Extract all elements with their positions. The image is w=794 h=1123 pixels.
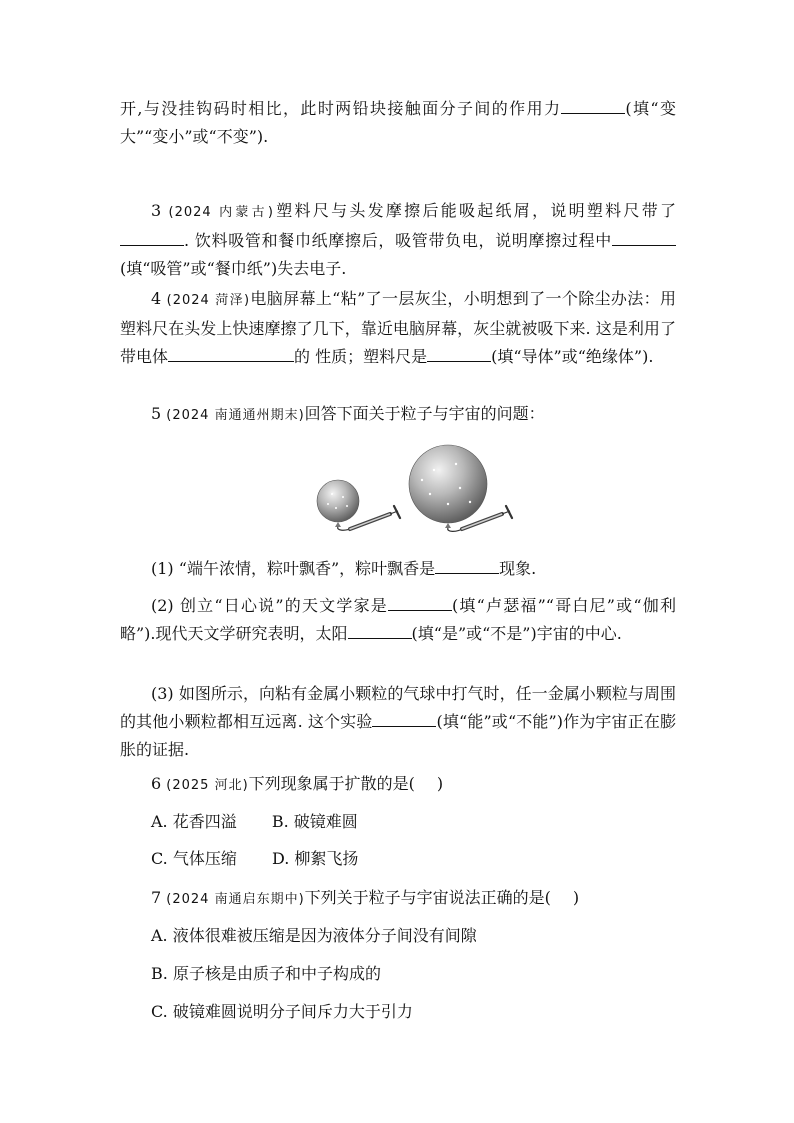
question-3 — [120, 197, 676, 283]
question-number: 6 — [151, 774, 162, 793]
question-number: 7 — [151, 888, 162, 907]
question-text: 开,与没挂钩码时相比，此时两铅块接触面分子间的作用力 — [120, 99, 562, 118]
question-text: “端午浓情，粽叶飘香”，粽叶飘香是 — [178, 559, 436, 578]
option-c[interactable]: C. 气体压缩 — [151, 849, 237, 868]
small-balloon — [317, 480, 359, 530]
sub-question-label: (3) — [151, 684, 174, 703]
answer-blank[interactable] — [612, 227, 676, 246]
question-5-part-1 — [120, 555, 676, 583]
option-b[interactable]: B. 破镜难圆 — [271, 812, 358, 831]
option-a[interactable] — [151, 922, 477, 950]
question-6-options-row-2 — [151, 845, 358, 873]
question-2-tail — [120, 95, 676, 151]
question-text: (填“变大”“变小”或“不变”). — [120, 99, 676, 146]
question-text: . 饮料吸管和餐巾纸摩擦后，吸管带负电，说明摩擦过程中 — [184, 231, 612, 250]
answer-blank[interactable] — [168, 343, 294, 362]
question-7 — [120, 884, 676, 914]
question-source: (2025 河北) — [166, 778, 249, 793]
question-text: 现象. — [499, 559, 537, 578]
question-text: 下列关于粒子与宇宙说法正确的是( — [304, 888, 551, 907]
question-text: ) — [572, 888, 580, 907]
sub-question-label: (2) — [151, 596, 174, 615]
question-6-options-row-1 — [151, 808, 358, 836]
question-text: 回答下面关于粒子与宇宙的问题： — [304, 404, 545, 423]
question-text: 创立“日心说”的天文学家是 — [179, 596, 388, 615]
option-text: 破镜难圆说明分子间斥力大于引力 — [172, 1002, 413, 1021]
question-5 — [120, 400, 676, 430]
question-text: (填“是”或“不是”)宇宙的中心. — [411, 624, 622, 643]
sub-question-label: (1) — [151, 559, 174, 578]
question-source: (2024 南通启东期中) — [166, 892, 305, 907]
option-d[interactable]: D. 柳絮飞扬 — [271, 849, 359, 868]
answer-blank[interactable] — [348, 620, 412, 639]
question-source: (2024 南通通州期末) — [166, 408, 305, 423]
question-text: (填“导体”或“绝缘体”). — [491, 347, 654, 366]
question-number: 5 — [151, 404, 162, 423]
answer-blank[interactable] — [435, 555, 499, 574]
answer-blank[interactable] — [372, 708, 436, 727]
option-b[interactable] — [151, 960, 381, 988]
question-4 — [120, 285, 676, 371]
question-text: 如图所示，向粘有金属小颗粒的气球中打气时，任一金属小颗粒与周围的其他小颗粒都相互远离. 这个实验 — [120, 684, 676, 731]
option-a[interactable]: A. 花香四溢 — [151, 812, 237, 831]
question-text: (填“吸管”或“餐巾纸”)失去电子. — [120, 259, 347, 278]
question-source: (2024 内蒙古) — [168, 205, 274, 220]
answer-blank[interactable] — [427, 343, 491, 362]
option-label: B. — [151, 964, 168, 983]
question-number: 4 — [151, 289, 162, 308]
question-5-part-2 — [120, 592, 676, 648]
question-source: (2024 菏泽) — [166, 293, 251, 308]
large-balloon — [409, 445, 487, 531]
question-text: 的 性质；塑料尺是 — [294, 347, 428, 366]
question-text: (填“卢瑟福”“哥白尼”或“伽利略”).现代天文学研究表明，太阳 — [120, 596, 676, 643]
answer-blank[interactable] — [120, 227, 184, 246]
answer-blank[interactable] — [561, 95, 625, 114]
option-text: 液体很难被压缩是因为液体分子间没有间隙 — [172, 926, 477, 945]
question-6 — [120, 770, 676, 800]
question-text: 电脑屏幕上“粘”了一层灰尘，小明想到了一个除尘办法：用塑料尺在头发上快速摩擦了几下，靠近电脑屏幕，灰尘就被吸下来. 这是利用了带电体 — [120, 289, 676, 366]
option-text: 原子核是由质子和中子构成的 — [172, 964, 381, 983]
question-text: ) — [436, 774, 444, 793]
question-number: 3 — [151, 201, 162, 220]
option-c[interactable] — [151, 998, 413, 1026]
option-label: A. — [151, 926, 168, 945]
answer-blank[interactable] — [388, 592, 452, 611]
balloon-pump-figure — [310, 442, 520, 534]
question-text: 下列现象属于扩散的是( — [248, 774, 415, 793]
question-text: 塑料尺与头发摩擦后能吸起纸屑，说明塑料尺带了 — [274, 201, 676, 220]
option-label: C. — [151, 1002, 168, 1021]
question-5-part-3 — [120, 680, 676, 764]
question-text: (填“能”或“不能”)作为宇宙正在膨胀的证据. — [120, 712, 676, 759]
